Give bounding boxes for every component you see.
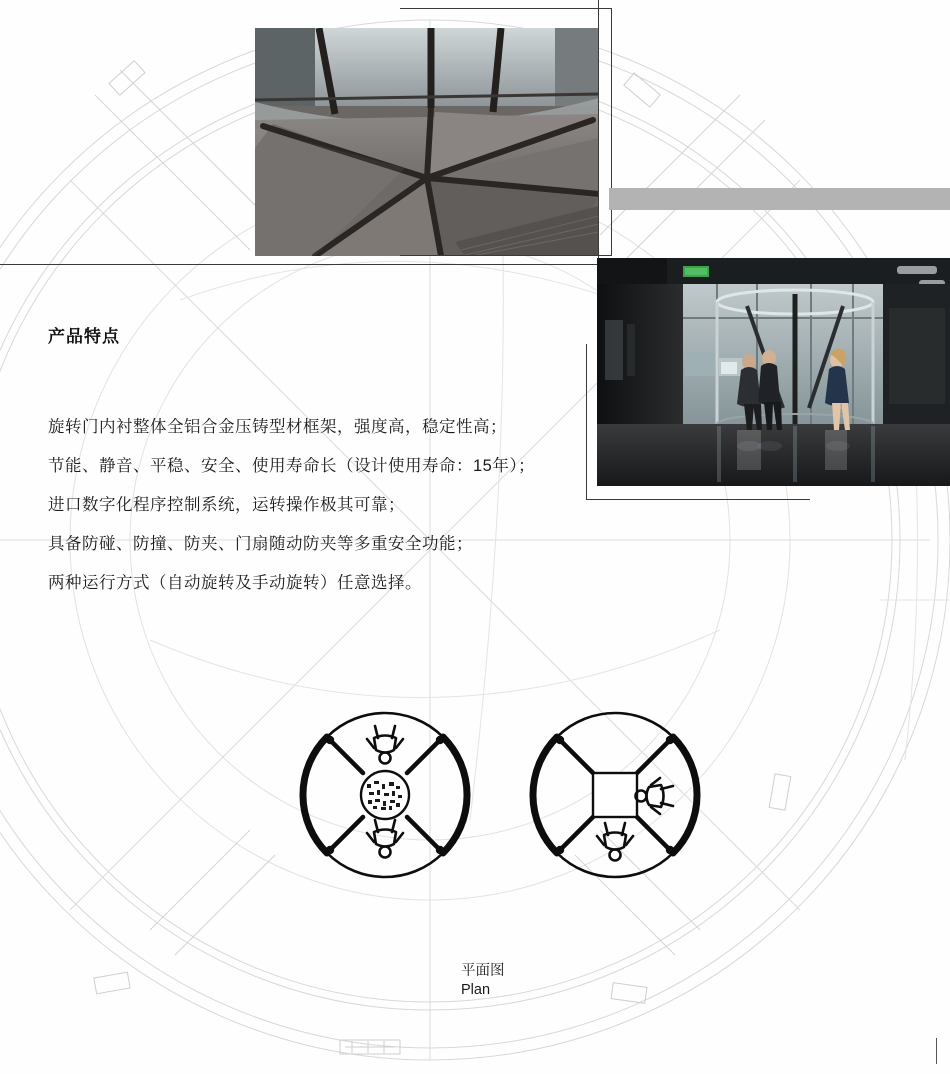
plan-caption-en: Plan bbox=[461, 982, 491, 998]
vertical-divider-line bbox=[598, 0, 599, 264]
plan-caption-cn: 平面图 bbox=[461, 963, 505, 979]
feature-item: 进口数字化程序控制系统，运转操作极其可靠； bbox=[48, 496, 405, 514]
feature-item: 两种运行方式（自动旋转及手动旋转）任意选择。 bbox=[48, 574, 422, 592]
top-photo-frame-line bbox=[400, 8, 612, 256]
feature-item: 节能、静音、平稳、安全、使用寿命长（设计使用寿命：15年）； bbox=[48, 457, 536, 475]
section-heading: 产品特点 bbox=[48, 327, 120, 346]
plan-caption bbox=[461, 962, 621, 1000]
corner-tick-mark bbox=[936, 1038, 937, 1064]
feature-item: 具备防碰、防撞、防夹、门扇随动防夹等多重安全功能； bbox=[48, 535, 473, 553]
feature-item: 旋转门内衬整体全铝合金压铸型材框架，强度高，稳定性高； bbox=[48, 418, 507, 436]
plan-diagrams bbox=[285, 700, 725, 900]
horizontal-divider-line bbox=[0, 264, 599, 265]
grey-accent-band bbox=[609, 188, 950, 210]
feature-list bbox=[48, 408, 588, 603]
right-photo-frame-line bbox=[586, 344, 810, 500]
